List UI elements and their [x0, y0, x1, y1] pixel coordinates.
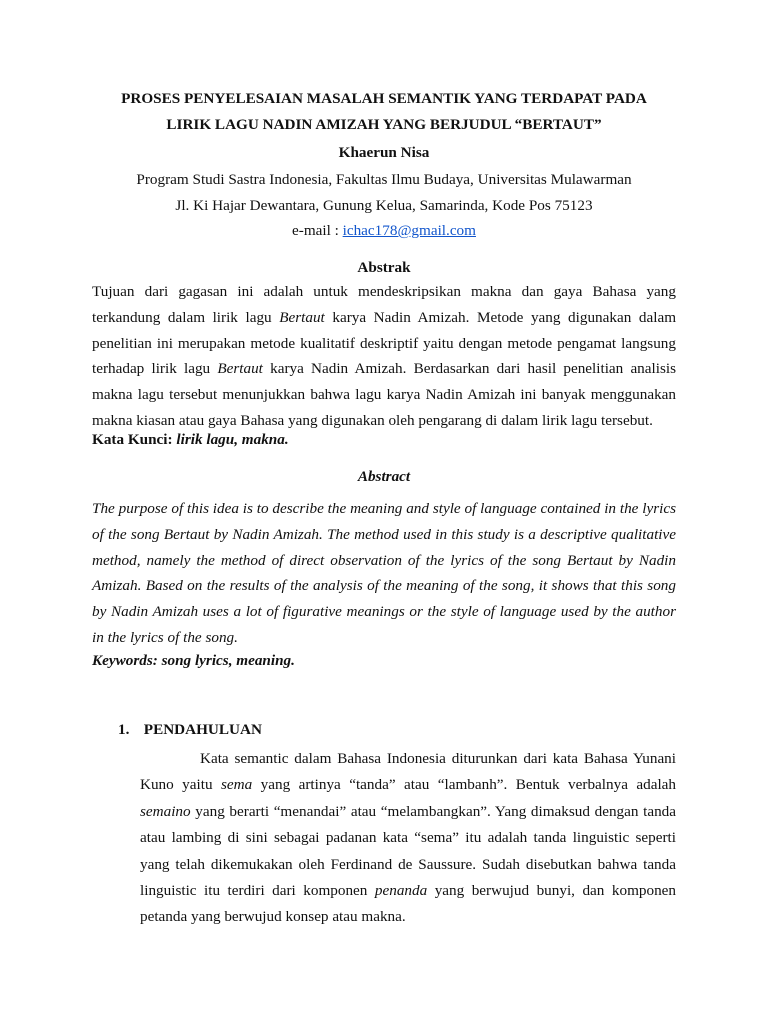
abstrak-song-title-2: Bertaut — [217, 360, 263, 378]
kata-kunci-value: lirik lagu, makna. — [176, 431, 289, 448]
paper-title — [80, 86, 688, 138]
pendahuluan-paragraph — [140, 746, 676, 931]
section-number: 1. — [118, 721, 130, 738]
author-address: Jl. Ki Hajar Dewantara, Gunung Kelua, Samarinda, Kode Pos 75123 — [175, 197, 593, 214]
abstrak-body — [92, 279, 676, 434]
intro-text-3: yang berarti “menandai” atau “melambangkan”. Yang dimaksud dengan tanda atau lambing di sini sebagai padanan kata “sema” itu adalah tanda linguistic seperti yang telah dikemukakan oleh Ferdinand de Saussure. Sudah disebutkan bahwa tanda linguistic itu terdiri dari komponen — [140, 802, 676, 900]
section-heading-pendahuluan — [118, 721, 262, 739]
abstrak-text-2: karya Nadin Amizah. Metode yang digunakan dalam penelitian ini merupakan metode kualitatif deskriptif yaitu dengan metode pengamat langsung terhadap lirik lagu — [92, 308, 677, 378]
intro-term-penanda: penanda — [374, 882, 428, 900]
abstrak-song-title-1: Bertaut — [279, 308, 325, 326]
author-affiliation: Program Studi Sastra Indonesia, Fakultas Ilmu Budaya, Universitas Mulawarman — [136, 171, 632, 188]
title-line-2: LIRIK LAGU NADIN AMIZAH YANG BERJUDUL “BERTAUT” — [166, 116, 602, 133]
abstrak-text-1: Tujuan dari gagasan ini adalah untuk mendeskripsikan makna dan gaya Bahasa yang terkandung dalam lirik lagu — [92, 283, 676, 326]
author-email — [80, 222, 688, 240]
title-line-1: PROSES PENYELESAIAN MASALAH SEMANTIK YANG TERDAPAT PADA — [121, 90, 647, 107]
abstrak-heading: Abstrak — [357, 259, 411, 276]
abstrak-text-3: karya Nadin Amizah. Berdasarkan dari hasil penelitian analisis makna lagu tersebut menunjukkan bahwa lagu karya Nadin Amizah ini banyak menggunakan makna kiasan atau gaya Bahasa yang digunakan oleh pengarang di dalam lirik lagu tersebut. — [92, 360, 676, 429]
email-link[interactable]: ichac178@gmail.com — [342, 222, 476, 239]
intro-text-2: yang artinya “tanda” atau “lambanh”. Bentuk verbalnya adalah — [252, 776, 676, 794]
intro-text-4: yang berwujud bunyi, dan komponen petanda yang berwujud konsep atau makna. — [140, 882, 676, 926]
abstract-heading: Abstract — [357, 468, 411, 485]
email-label: e-mail : — [292, 222, 343, 239]
kata-kunci-label: Kata Kunci: — [92, 431, 177, 448]
intro-term-semaino: semaino — [140, 802, 191, 820]
author-name: Khaerun Nisa — [338, 144, 430, 161]
section-title: PENDAHULUAN — [143, 721, 262, 738]
abstract-body: The purpose of this idea is to describe the meaning and style of language contained in the lyrics of the song Bertaut by Nadin Amizah. The method used in this study is a descriptive qualitative method, namely the method of direct observation of the lyrics of the song Bertaut by Nadin Amizah. Based on the results of the analysis of the meaning of the song, it shows that this song by Nadin Amizah uses a lot of figurative meanings or the style of language used by the author in the lyrics of the song. — [92, 500, 676, 646]
intro-term-sema: sema — [221, 776, 253, 794]
keywords: Keywords: song lyrics, meaning. — [92, 652, 295, 669]
intro-text-1: Kata semantic dalam Bahasa Indonesia diturunkan dari kata Bahasa Yunani Kuno yaitu — [140, 750, 676, 794]
kata-kunci — [92, 431, 289, 449]
